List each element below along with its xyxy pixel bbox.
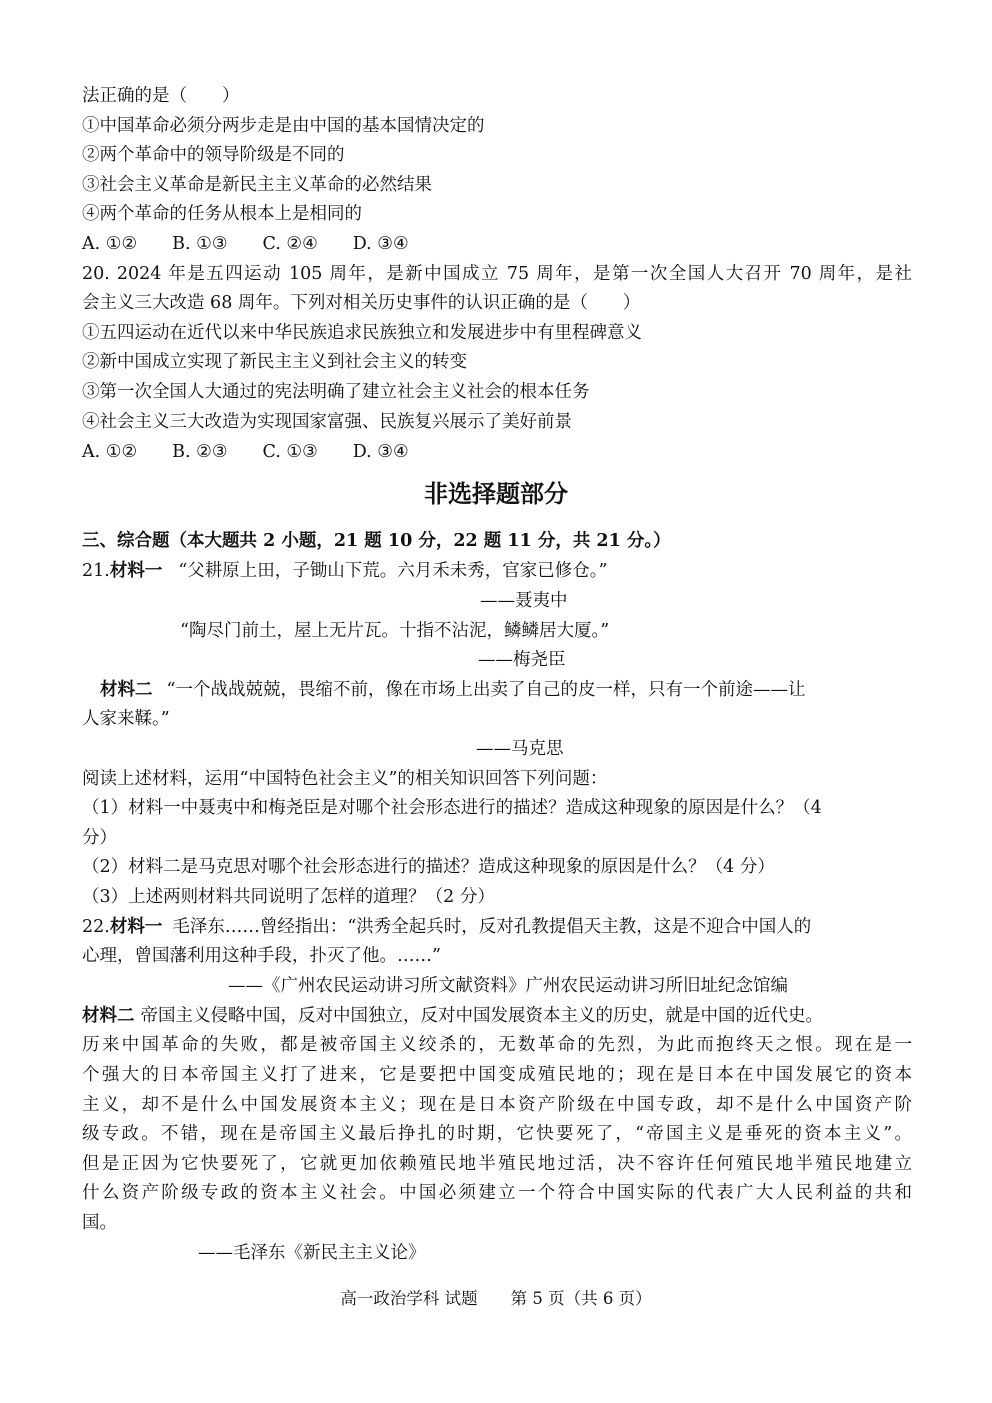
q22-material-2-text-6: 但是正因为它快要死了，它就更加依赖殖民地半殖民地过活，决不容许任何殖民地半殖民地建立 [82, 1154, 912, 1174]
q20-option-2: ②新中国成立实现了新民主主义到社会主义的转变 [82, 352, 467, 372]
q22-material-1-attribution: ——《广州农民运动讲习所文献资料》广州农民运动讲习所旧址纪念馆编 [228, 976, 788, 996]
q21-material-1-attribution-1: ——聂夷中 [480, 591, 568, 611]
q21-subquestion-3: （3）上述两则材料共同说明了怎样的道理？（2 分） [82, 887, 495, 907]
q19-choices: A. ①② B. ①③ C. ②④ D. ③④ [82, 234, 409, 254]
q22-material-2-text-3: 个强大的日本帝国主义打了进来，它是要把中国变成殖民地的；现在是日本在中国发展它的资本 [82, 1065, 912, 1085]
page-footer: 高一政治学科 试题 第 5 页（共 6 页） [340, 1289, 652, 1308]
q22-number: 22. [82, 917, 110, 937]
q19-option-4: ④两个革命的任务从根本上是相同的 [82, 204, 362, 224]
q20-option-1: ①五四运动在近代以来中华民族追求民族独立和发展进步中有里程碑意义 [82, 323, 642, 343]
q19-option-1: ①中国革命必须分两步走是由中国的基本国情决定的 [82, 116, 485, 136]
q21-material-2-text-1: “一个战战兢兢，畏缩不前，像在市场上出卖了自己的皮一样，只有一个前途——让 [166, 680, 806, 700]
q21-material-1-line [82, 559, 608, 583]
q21-subquestion-2: （2）材料二是马克思对哪个社会形态进行的描述？造成这种现象的原因是什么？（4 分） [82, 857, 775, 877]
q21-material-1-quote-1: “父耕原上田，子锄山下荒。六月禾未秀，官家已修仓。” [178, 561, 608, 581]
q22-material-2-text-7: 什么资产阶级专政的资本主义社会。中国必须建立一个符合中国实际的代表广大人民利益的共和 [82, 1183, 912, 1203]
q22-material-1-text-2: 心理，曾国藩利用这种手段，扑灭了他。……” [82, 946, 441, 966]
q20-stem-line-2: 会主义三大改造 68 周年。下列对相关历史事件的认识正确的是（ ） [82, 293, 641, 313]
q19-stem-tail: 法正确的是（ ） [82, 86, 240, 106]
q19-option-2: ②两个革命中的领导阶级是不同的 [82, 145, 345, 165]
q20-option-3: ③第一次全国人大通过的宪法明确了建立社会主义社会的根本任务 [82, 382, 590, 402]
q22-material-2-text-8: 国。 [82, 1213, 117, 1233]
section-header: 三、综合题（本大题共 2 小题，21 题 10 分，22 题 11 分，共 21 分。） [82, 531, 671, 551]
q22-material-2-text-5: 级专政。不错，现在是帝国主义最后挣扎的时期，它快要死了，“帝国主义是垂死的资本主义”。 [82, 1124, 912, 1144]
q21-material-2-attribution: ——马克思 [476, 739, 564, 759]
q22-material-2-text-4: 主义，却不是什么中国发展资本主义；现在是日本资产阶级在中国专政，却不是什么中国资产阶 [82, 1095, 912, 1115]
q21-material-2-text-2: 人家来鞣。” [82, 709, 170, 729]
q21-material-1-quote-2: “陶尽门前土，屋上无片瓦。十指不沾泥，鳞鳞居大厦。” [180, 621, 610, 641]
q19-option-3: ③社会主义革命是新民主主义革命的必然结果 [82, 175, 432, 195]
q22-material-2-line-1 [82, 1004, 823, 1028]
q22-material-1-text-1: 毛泽东……曾经指出：“洪秀全起兵时，反对孔教提倡天主教，这是不迎合中国人的 [172, 917, 812, 937]
q21-material-2-label: 材料二 [100, 680, 153, 700]
q21-material-1-attribution-2: ——梅尧臣 [478, 650, 566, 670]
q22-material-1-line [82, 915, 811, 939]
q22-material-1-label: 材料一 [109, 917, 163, 937]
q21-number: 21. [82, 561, 110, 581]
q21-material-2-line [100, 678, 805, 702]
q20-choices: A. ①② B. ②③ C. ①③ D. ③④ [82, 442, 409, 462]
q21-instruction: 阅读上述材料，运用“中国特色社会主义”的相关知识回答下列问题： [82, 769, 608, 789]
q21-material-1-label: 材料一 [109, 561, 163, 581]
q20-stem-line-1: 20. 2024 年是五四运动 105 周年，是新中国成立 75 周年，是第一次全国人大召开 70 周年，是社 [82, 264, 912, 284]
q20-option-4: ④社会主义三大改造为实现国家富强、民族复兴展示了美好前景 [82, 412, 572, 432]
q21-subquestion-1-line-1: （1）材料一中聂夷中和梅尧臣是对哪个社会形态进行的描述？造成这种现象的原因是什么？（4 [82, 798, 822, 818]
q22-material-2-text-2: 历来中国革命的失败，都是被帝国主义绞杀的，无数革命的先烈，为此而抱终天之恨。现在是一 [82, 1035, 912, 1055]
q22-material-2-text-1: 帝国主义侵略中国，反对中国独立，反对中国发展资本主义的历史，就是中国的近代史。 [140, 1006, 823, 1026]
section-title: 非选择题部分 [424, 479, 568, 508]
q22-material-2-label: 材料二 [82, 1006, 135, 1026]
q22-material-2-attribution: ——毛泽东《新民主主义论》 [198, 1243, 426, 1263]
q21-subquestion-1-line-2: 分） [82, 828, 117, 848]
